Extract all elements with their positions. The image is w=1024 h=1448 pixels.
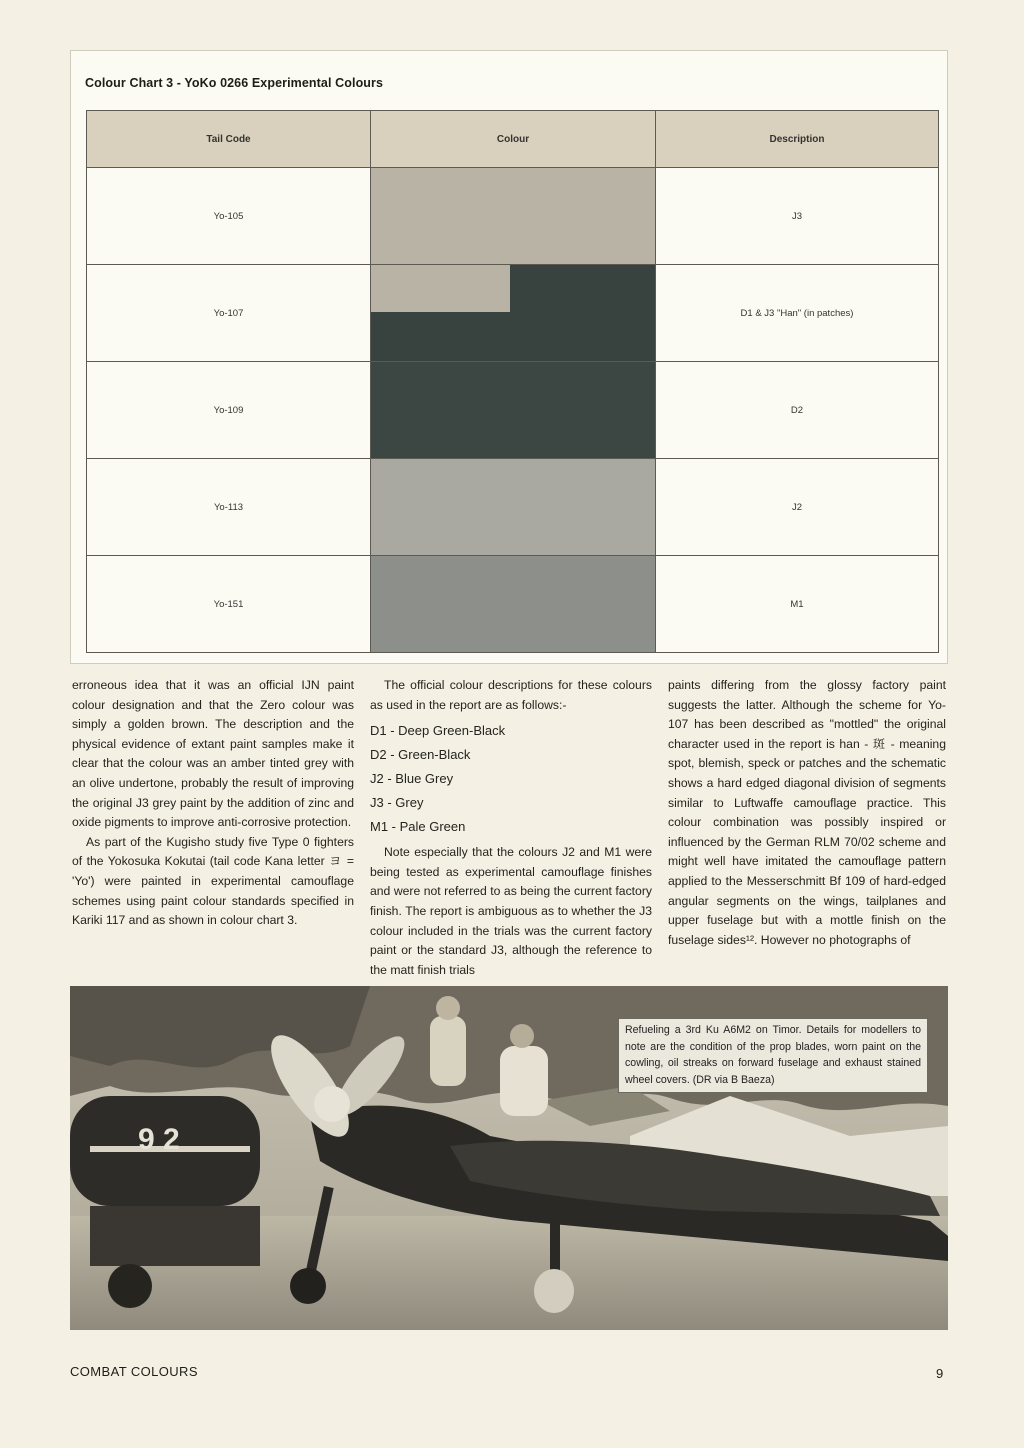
table-row	[87, 459, 939, 556]
description-cell: M1	[656, 556, 939, 653]
list-item: J2 - Blue Grey	[370, 771, 454, 787]
tail-code-cell: Yo-151	[87, 556, 371, 653]
photo-caption: Refueling a 3rd Ku A6M2 on Timor. Details for modellers to note are the condition of the prop blades, worn paint on the cowling, oil streaks on forward fuselage and exhaust stained wheel covers. (DR via B Baeza)	[618, 1018, 928, 1093]
text-column-3	[668, 676, 946, 950]
table-row	[87, 265, 939, 362]
description-cell: D2	[656, 362, 939, 459]
body-paragraph: Note especially that the colours J2 and M1 were being tested as experimental camouflage finishes and were not referred to as being the current factory finish. The report is ambiguous as to whether the J3 colour included in the trials was the current factory paint or the standard J3, although the reference to the matt finish trials	[370, 845, 652, 977]
list-item: M1 - Pale Green	[370, 819, 466, 835]
body-paragraph: As part of the Kugisho study five Type 0 fighters of the Yokosuka Kokutai (tail code Kana letter ヨ = 'Yo') were painted in experimental camouflage schemes using paint colour standards specified in Kariki 117 and as shown in colour chart 3.	[72, 834, 354, 928]
body-paragraph: The official colour descriptions for these colours as used in the report are as follows:-	[370, 678, 652, 712]
table-header-row	[87, 111, 939, 168]
table-row	[87, 556, 939, 653]
list-item: D1 - Deep Green-Black	[370, 723, 506, 739]
colour-swatch	[371, 265, 656, 362]
body-paragraph: erroneous idea that it was an official IJN paint colour designation and that the Zero colour was simply a golden brown. The description and the physical evidence of extant paint samples make it clear that the colour was an amber tinted grey with an olive undertone, probably the result of improving the original J3 grey paint by the addition of zinc and oxide pigments to improve anti-corrosive protection.	[72, 678, 354, 830]
tail-code-cell: Yo-105	[87, 168, 371, 265]
description-cell: J2	[656, 459, 939, 556]
chart-title: Colour Chart 3 - YoKo 0266 Experimental Colours	[85, 76, 384, 90]
colour-swatch	[371, 362, 656, 459]
header-colour: Colour	[371, 111, 656, 168]
list-item: J3 - Grey	[370, 795, 424, 811]
body-paragraph: paints differing from the glossy factory paint suggests the latter. Although the scheme for Yo-107 has been described as "mottled" the original character used in the report is han - 斑 - meaning spot, blemish, speck or patches and the schematic shows a hard edged diagonal division of segments similar to Luftwaffe camouflage practice. This colour combination was possibly inspired or influenced by the German RLM 70/02 scheme and might well have imitated the camouflage pattern applied to the Messerschmitt Bf 109 of hard-edged angular segments on the wings, tailplanes and upper fuselage but with a mottle finish on the fuselage sides¹². However no photographs of	[668, 678, 946, 947]
colour-chart-panel	[70, 50, 948, 664]
colour-swatch	[371, 459, 656, 556]
list-item: D2 - Green-Black	[370, 747, 471, 763]
text-column-1	[72, 676, 354, 931]
header-description: Description	[656, 111, 939, 168]
colour-chart-table	[86, 110, 939, 653]
header-tail-code: Tail Code	[87, 111, 371, 168]
table-row	[87, 362, 939, 459]
tail-code-cell: Yo-109	[87, 362, 371, 459]
colour-swatch	[371, 168, 656, 265]
table-row	[87, 168, 939, 265]
description-cell: D1 & J3 "Han" (in patches)	[656, 265, 939, 362]
publication-name: COMBAT COLOURS	[70, 1364, 198, 1379]
text-column-2	[370, 676, 652, 980]
tail-code-cell: Yo-107	[87, 265, 371, 362]
tank-number: 9 2	[138, 1123, 180, 1156]
tail-code-cell: Yo-113	[87, 459, 371, 556]
page-number: 9	[936, 1366, 944, 1381]
colour-swatch	[371, 556, 656, 653]
colour-description-list	[370, 719, 652, 839]
description-cell: J3	[656, 168, 939, 265]
